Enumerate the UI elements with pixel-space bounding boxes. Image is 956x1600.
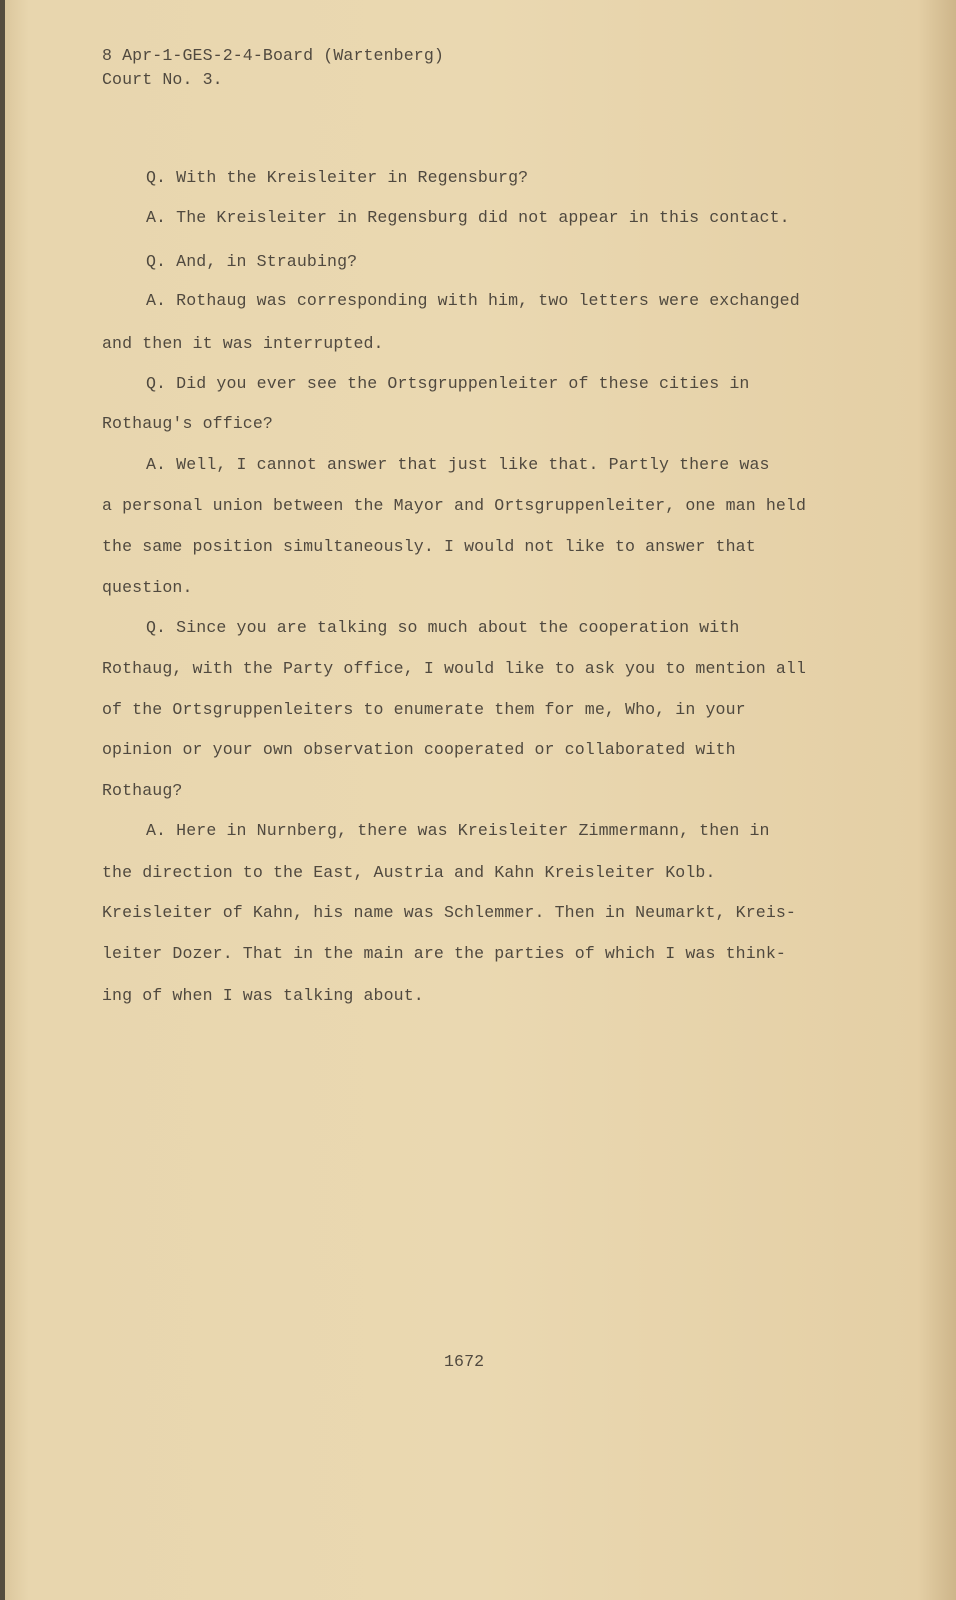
transcript-line: question. [102,578,193,597]
transcript-line: the same position simultaneously. I would not like to answer that [102,537,756,556]
transcript-line: the direction to the East, Austria and Kahn Kreisleiter Kolb. [102,863,716,882]
transcript-line: Q. With the Kreisleiter in Regensburg? [146,168,529,187]
transcript-line: leiter Dozer. That in the main are the parties of which I was think- [102,944,786,963]
transcript-line: ing of when I was talking about. [102,986,424,1005]
transcript-line: Kreisleiter of Kahn, his name was Schlemmer. Then in Neumarkt, Kreis- [102,903,796,922]
transcript-line: Rothaug? [102,781,183,800]
transcript-line: Q. And, in Straubing? [146,252,358,271]
transcript-line: Rothaug's office? [102,414,273,433]
header-line-1: 8 Apr-1-GES-2-4-Board (Wartenberg) [102,46,444,65]
page-number: 1672 [444,1352,485,1371]
header-line-2: Court No. 3. [102,70,223,89]
transcript-line: A. Here in Nurnberg, there was Kreisleiter Zimmermann, then in [146,821,770,840]
transcript-line: and then it was interrupted. [102,334,384,353]
transcript-line: A. Well, I cannot answer that just like that. Partly there was [146,455,770,474]
transcript-line: opinion or your own observation cooperated or collaborated with [102,740,736,759]
transcript-line: of the Ortsgruppenleiters to enumerate them for me, Who, in your [102,700,746,719]
transcript-line: A. Rothaug was corresponding with him, two letters were exchanged [146,291,800,310]
scan-edge [0,0,5,1600]
transcript-line: A. The Kreisleiter in Regensburg did not appear in this contact. [146,208,790,227]
transcript-line: Q. Did you ever see the Ortsgruppenleiter of these cities in [146,374,750,393]
transcript-line: Rothaug, with the Party office, I would like to ask you to mention all [102,659,807,678]
transcript-line: a personal union between the Mayor and Ortsgruppenleiter, one man held [102,496,807,515]
transcript-line: Q. Since you are talking so much about the cooperation with [146,618,740,637]
